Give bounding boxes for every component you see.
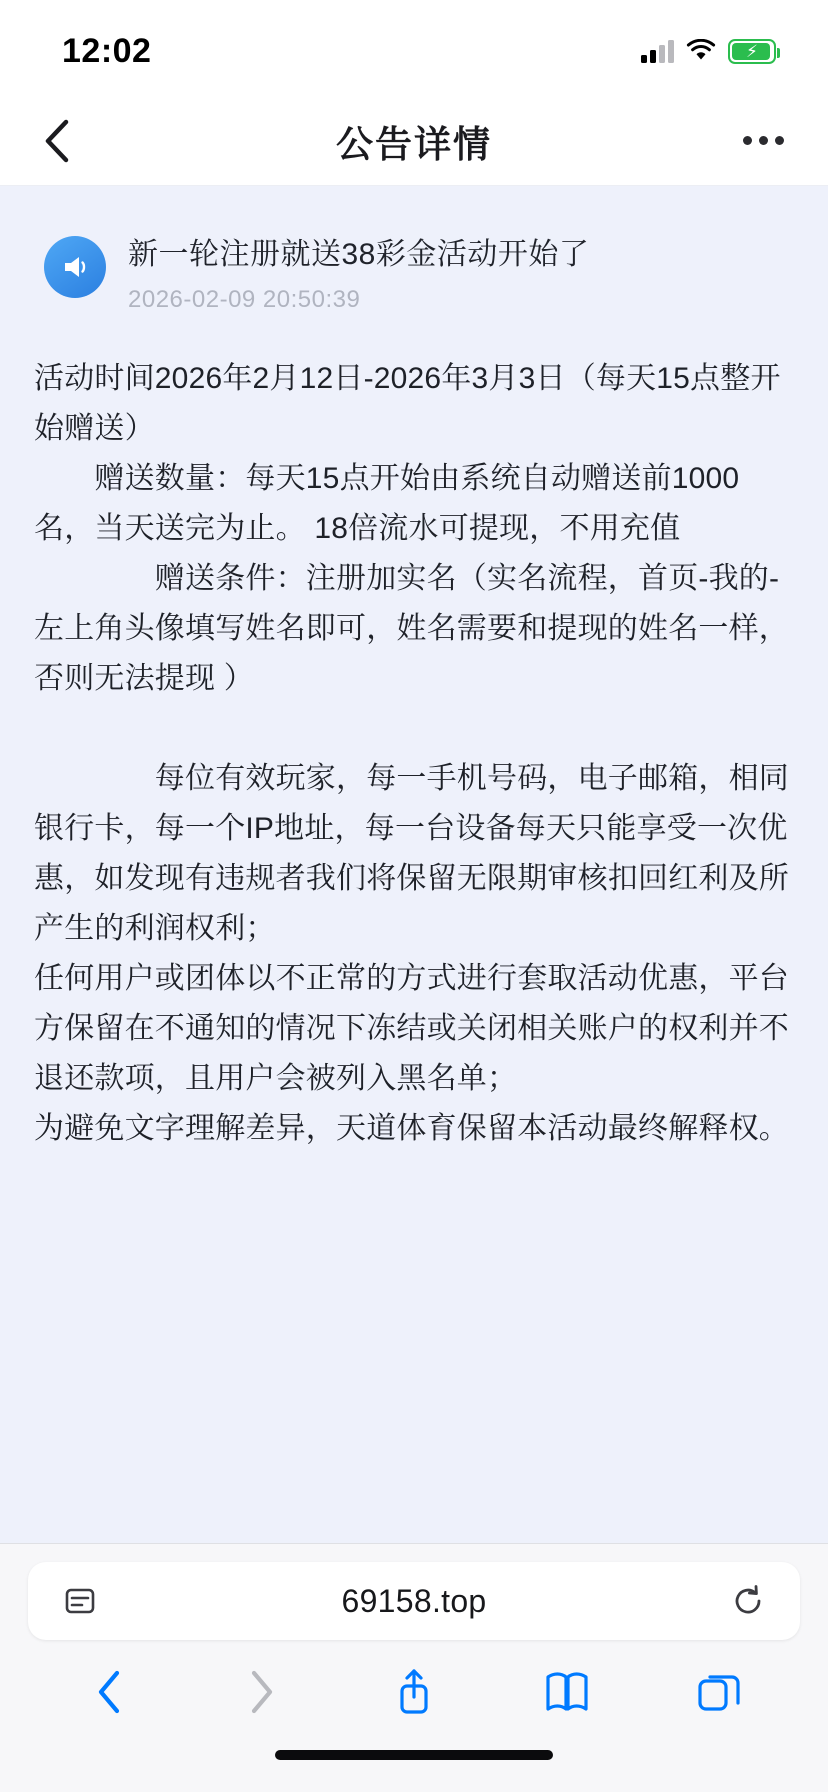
announcement-paragraph: 赠送数量：每天15点开始由系统自动赠送前1000名，当天送完为止。 18倍流水可提现，不用充值 — [34, 462, 740, 545]
announcement-header-text — [128, 234, 589, 314]
announcement-paragraph: 每位有效玩家，每一手机号码，电子邮箱，相同银行卡，每一个IP地址，每一台设备每天只能享受一次优惠，如发现有违规者我们将保留无限期审核扣回红利及所产生的利润权利； — [34, 762, 789, 945]
status-indicators — [641, 39, 776, 64]
more-options-icon[interactable] — [728, 113, 784, 169]
battery-charging-icon: ⚡ — [728, 39, 776, 64]
forward-arrow-icon — [227, 1657, 297, 1727]
back-arrow-icon[interactable] — [74, 1657, 144, 1727]
home-indicator-area — [28, 1744, 800, 1792]
bookmarks-icon[interactable] — [532, 1657, 602, 1727]
wifi-icon — [686, 39, 716, 63]
status-bar — [0, 0, 828, 96]
announcement-content — [0, 186, 828, 1543]
cellular-signal-icon — [641, 39, 674, 63]
url-text[interactable]: 69158.top — [341, 1582, 487, 1619]
announcement-paragraph: 为避免文字理解差异，天道体育保留本活动最终解释权。 — [34, 1112, 789, 1145]
browser-bottom-bar — [0, 1543, 828, 1792]
share-icon[interactable] — [379, 1657, 449, 1727]
speaker-announcement-icon — [44, 236, 106, 298]
page-title: 公告详情 — [336, 123, 492, 165]
browser-toolbar — [28, 1640, 800, 1744]
address-bar[interactable] — [28, 1562, 800, 1640]
announcement-paragraph: 任何用户或团体以不正常的方式进行套取活动优惠，平台方保留在不通知的情况下冻结或关闭相关账户的权利并不退还款项，且用户会被列入黑名单； — [34, 962, 789, 1095]
announcement-paragraph: 活动时间2026年2月12日-2026年3月3日（每天15点整开始赠送） — [34, 362, 781, 445]
status-time: 12:02 — [62, 31, 152, 70]
announcement-paragraph: 赠送条件：注册加实名（实名流程，首页-我的-左上角头像填写姓名即可，姓名需要和提现的姓名一样，否则无法提现 ） — [34, 562, 789, 695]
reload-icon[interactable] — [726, 1579, 770, 1623]
announcement-title: 新一轮注册就送38彩金活动开始了 — [128, 238, 590, 271]
announcement-header — [0, 186, 828, 314]
announcement-date: 2026-02-09 20:50:39 — [128, 286, 361, 313]
navigation-bar — [0, 96, 828, 186]
chevron-left-icon[interactable] — [44, 113, 100, 169]
tabs-icon[interactable] — [684, 1657, 754, 1727]
reader-view-icon[interactable] — [58, 1579, 102, 1623]
home-indicator[interactable] — [275, 1750, 553, 1760]
announcement-body — [0, 314, 828, 1154]
